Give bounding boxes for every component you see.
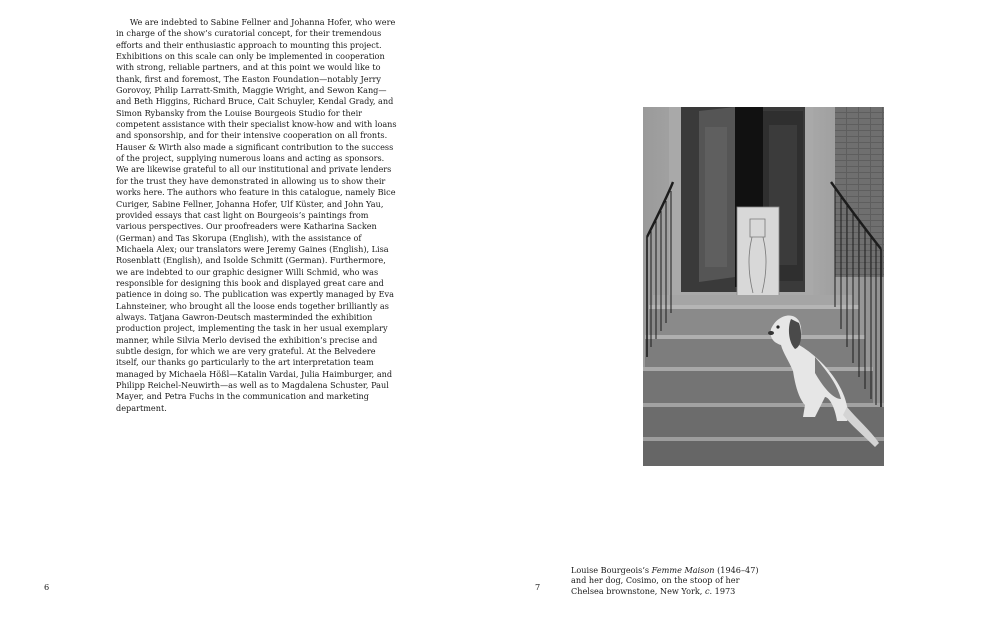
photo-caption xyxy=(571,565,761,596)
right-page xyxy=(500,0,1000,625)
page-number-left: 6 xyxy=(44,582,50,592)
caption-artwork-title: Femme Maison xyxy=(651,565,715,575)
caption-prefix: Louise Bourgeois’s xyxy=(571,565,652,575)
body-paragraph: We are indebted to Sabine Fellner and Johanna Hofer, who were in charge of the show’s curatorial concept, for their tremendous efforts and their enthusiastic approach to mounting this project. Exhibitions on this scale can only be implemented in cooperation with strong, reliable partners, and at this point we would like to thank, first and foremost, The Easton Foundation—notably Jerry Gorovoy, Philip Larratt-Smith, Maggie Wright, and Sewon Kang—and Beth Higgins, Richard Bruce, Cait Schuyler, Kendal Grady, and Simon Rybansky from the Louise Bourgeois Studio for their competent assistance with their specialist know-how and with loans and sponsorship, and for their intensive cooperation on all fronts. Hauser & Wirth also made a significant contribution to the success of the project, supplying numerous loans and acting as sponsors. We are likewise grateful to all our institutional and private lenders for the trust they have demonstrated in allowing us to show their works here. The authors who feature in this catalogue, namely Bice Curiger, Sabine Fellner, Johanna Hofer, Ulf Küster, and John Yau, provided essays that cast light on Bourgeois’s paintings from various perspectives. Our proofreaders were Katharina Sacken (German) and Tas Skorupa (English), with the assistance of Michaela Alex; our translators were Jeremy Gaines (English), Lisa Rosenblatt (English), and Isolde Schmitt (German). Furthermore, we are indebted to our graphic designer Willi Schmid, who was responsible for designing this book and displayed great care and patience in doing so. The publication was expertly managed by Eva Lahnsteiner, who brought all the loose ends together brilliantly as always. Tatjana Gawron-Deutsch masterminded the exhibition production project, implementing the task in her usual exemplary manner, while Silvia Merlo devised the exhibition’s precise and subtle design, for which we are very grateful. At the Belvedere itself, our thanks go particularly to the art interpretation team managed by Michaela Hößl—Katalin Vardai, Julia Haimburger, and Philipp Reichel-Neuwirth—as well as to Magdalena Schuster, Paul Mayer, and Petra Fuchs in the communication and marketing department. xyxy=(116,17,397,413)
page-number-right: 7 xyxy=(535,582,541,592)
caption-circa: c. xyxy=(704,585,713,596)
caption-year: 1973 xyxy=(712,585,736,596)
photograph-image xyxy=(643,107,884,466)
stoop-photograph xyxy=(643,107,884,466)
caption-suffix: (1946–47) and her dog, Cosimo, on the stoop of her Chelsea brownstone, New York, xyxy=(571,565,759,596)
acknowledgements-text xyxy=(116,17,398,414)
